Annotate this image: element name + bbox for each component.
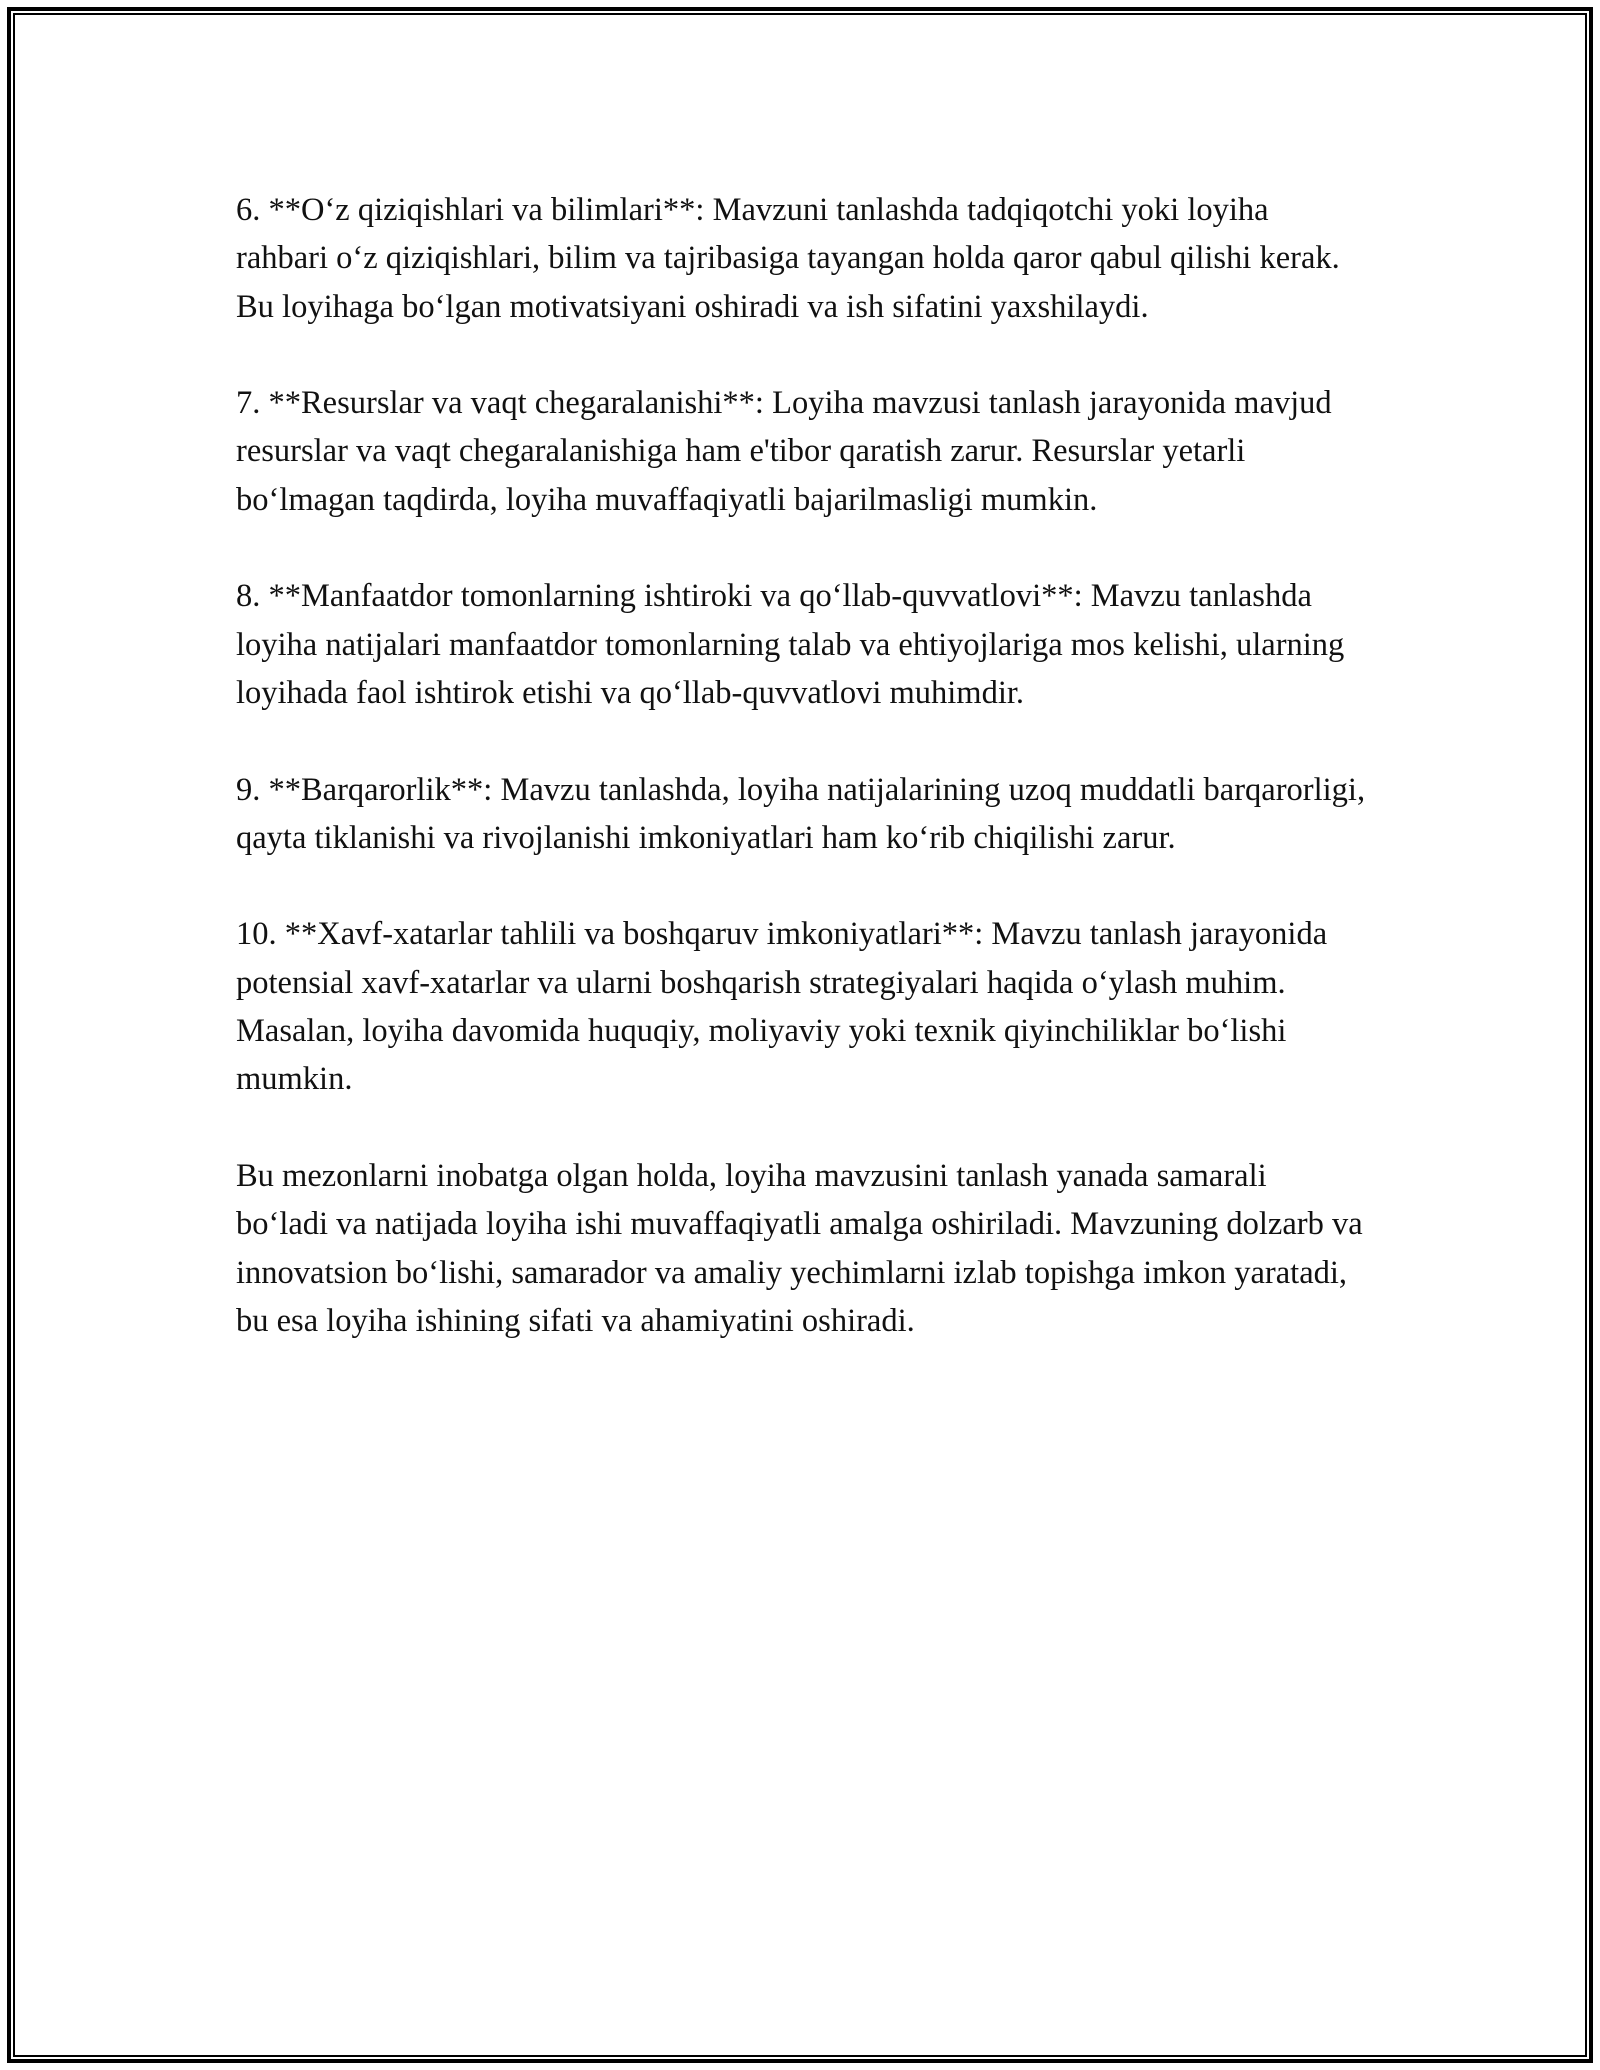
paragraph-item-8: 8. **Manfaatdor tomonlarning ishtiroki va qo‘llab-quvvatlovi**: Mavzu tanlashda loyiha natijalari manfaatdor tomonlarning talab va ehtiyojlariga mos kelishi, ularning loyihada faol ishtirok etishi va qo‘llab-quvvatlovi muhimdir. [236, 578, 1345, 711]
paragraph-item-7: 7. **Resurslar va vaqt chegaralanishi**: Loyiha mavzusi tanlash jarayonida mavjud resurslar va vaqt chegaralanishiga ham e'tibor qaratish zarur. Resurslar yetarli bo‘lmagan taqdirda, loyiha muvaffaqiyatli bajarilmasligi mumkin. [236, 385, 1332, 518]
paragraph-item-6: 6. **O‘z qiziqishlari va bilimlari**: Mavzuni tanlashda tadqiqotchi yoki loyiha rahbari o‘z qiziqishlari, bilim va tajribasiga tayangan holda qaror qabul qilishi kerak. Bu loyihaga bo‘lgan motivatsiyani oshiradi va ish sifatini yaxshilaydi. [236, 192, 1340, 325]
paragraph-item-9: 9. **Barqarorlik**: Mavzu tanlashda, loyiha natijalarining uzoq muddatli barqarorligi, qayta tiklanishi va rivojlanishi imkoniyatlari ham ko‘rib chiqilishi zarur. [236, 771, 1366, 856]
paragraph-item-10: 10. **Xavf-xatarlar tahlili va boshqaruv imkoniyatlari**: Mavzu tanlash jarayonida potensial xavf-xatarlar va ularni boshqarish strategiyalari haqida o‘ylash muhim. Masalan, loyiha davomida huquqiy, moliyaviy yoki texnik qiyinchiliklar bo‘lishi mumkin. [236, 916, 1328, 1098]
document-body [236, 186, 1366, 1393]
conclusion-paragraph: Bu mezonlarni inobatga olgan holda, loyiha mavzusini tanlash yanada samarali bo‘ladi va natijada loyiha ishi muvaffaqiyatli amalga oshiriladi. Mavzuning dolzarb va innovatsion bo‘lishi, samarador va amaliy yechimlarni izlab topishga imkon yaratadi, bu esa loyiha ishining sifati va ahamiyatini oshiradi. [236, 1157, 1363, 1339]
